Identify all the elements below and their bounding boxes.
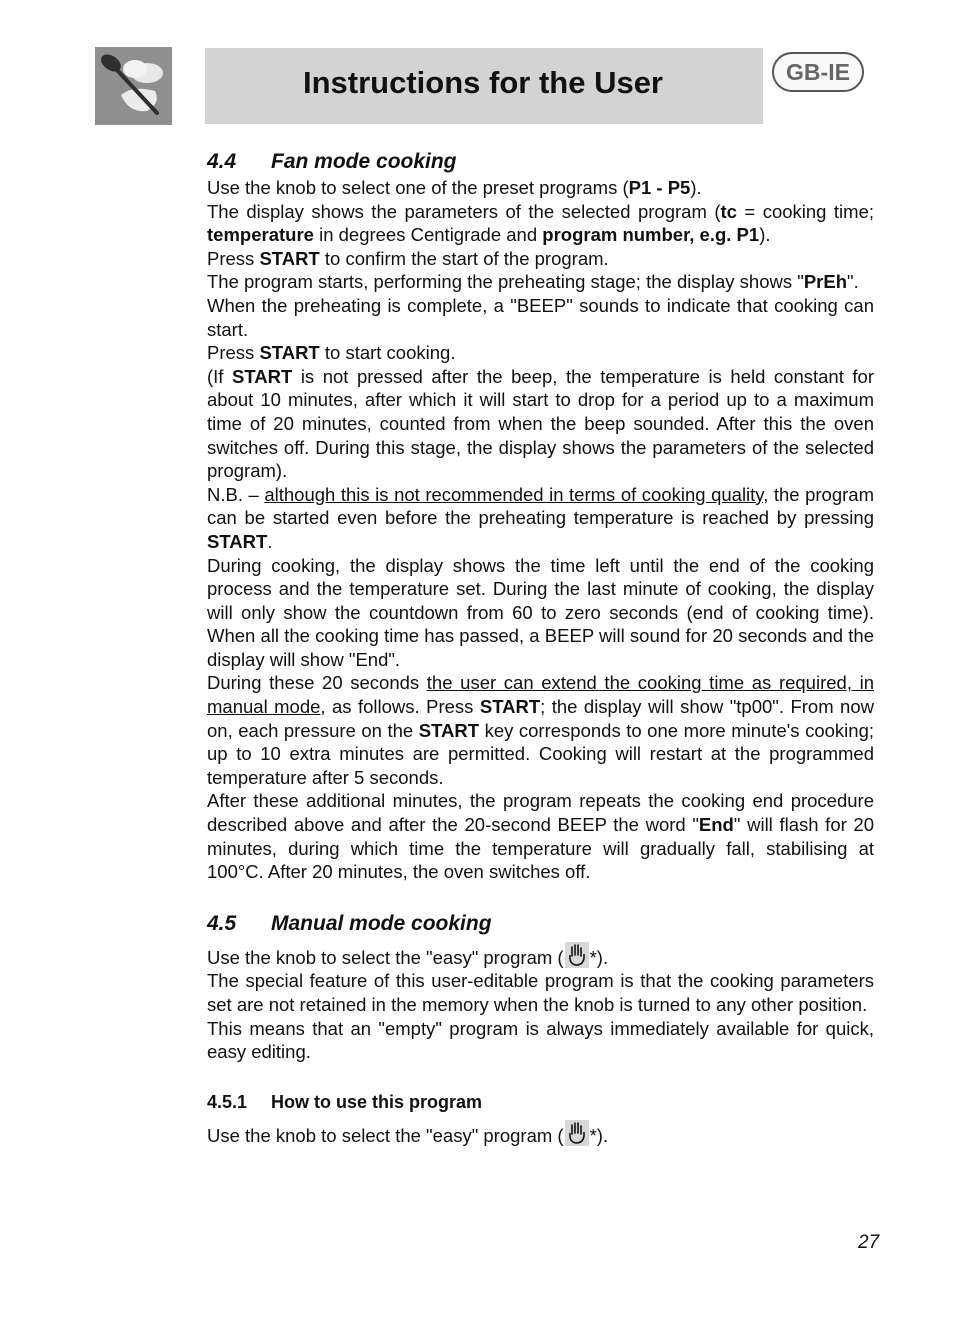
text-run: " will flash for 20 minutes, during which time the temperature will gradually fall, stabilising at 100°C. After 20 minutes, the oven switches off. <box>207 814 874 883</box>
bold-text: End <box>698 814 734 836</box>
text-run: to confirm the start of the program. <box>319 247 609 269</box>
text-run: to start cooking. <box>319 342 456 364</box>
text-run: The display shows the parameters of the selected program ( <box>207 200 721 222</box>
text-run: *). <box>589 1124 609 1146</box>
chef-spoon-logo-icon <box>95 47 172 125</box>
text-run: ". <box>847 271 859 293</box>
main-content <box>207 148 874 1147</box>
paragraph <box>207 200 874 247</box>
section-number: 4.4 <box>207 150 237 173</box>
bold-text: tc <box>720 200 737 222</box>
bold-text: START <box>231 365 293 387</box>
text-run: is not pressed after the beep, the temperature is held constant for about 10 minutes, after which it will start to drop for a period up to a maximum time of 20 minutes, counted from when the beep sounded. After this the oven switches off. During this stage, the display shows the parameters of the selected program). <box>207 365 874 482</box>
text-run: The program starts, performing the preheating stage; the display shows " <box>207 271 804 293</box>
bold-text: START <box>259 247 320 269</box>
text-run: ; the display will show "tp00". From now on, each pressure on the <box>207 696 874 741</box>
text-run: key corresponds to one more minute's cooking; up to 10 extra minutes are permitted. Cooking will restart at the programmed temperature after 5 seconds. <box>207 719 874 788</box>
bold-text: START <box>207 530 268 552</box>
text-run: ). <box>759 224 771 246</box>
paragraph <box>207 789 874 883</box>
section-title: Fan mode cooking <box>271 150 457 173</box>
text-run: During these 20 seconds <box>207 672 427 694</box>
section-heading-4-5 <box>207 910 874 938</box>
text-run: , the program can be started even before the preheating temperature is reached by pressing <box>207 483 874 529</box>
section-title: Manual mode cooking <box>271 911 492 935</box>
text-run: Use the knob to select the "easy" program ( <box>207 946 564 968</box>
underlined-text: although this is not recommended in terms of cooking quality <box>264 483 764 505</box>
header-title-bar <box>205 48 763 124</box>
paragraph: When the preheating is complete, a "BEEP" sounds to indicate that cooking can start. <box>207 294 874 340</box>
section-heading-4-5-1 <box>207 1090 874 1114</box>
paragraph <box>207 1120 874 1148</box>
paragraph: This means that an "empty" program is always immediately available for quick, easy editing. <box>207 1017 874 1063</box>
bold-text: START <box>479 696 541 718</box>
hand-icon <box>565 942 589 968</box>
page-number: 27 <box>858 1232 880 1253</box>
bold-text: temperature <box>207 224 314 246</box>
text-run: Press <box>207 247 260 269</box>
paragraph <box>207 247 874 271</box>
hand-icon <box>565 1120 589 1146</box>
bold-text: PrEh <box>803 271 848 293</box>
bold-text: program number, e.g. P1 <box>542 224 760 246</box>
text-run: . <box>267 530 273 552</box>
paragraph <box>207 365 874 483</box>
paragraph: During cooking, the display shows the time left until the end of the cooking process and the temperature set. During the last minute of cooking, the display will only show the countdown from 60 to zero seconds (end of cooking time). When all the cooking time has passed, a BEEP will sound for 20 seconds and the display will show "End". <box>207 554 874 670</box>
text-run: = cooking time; <box>736 200 875 222</box>
underlined-text: the user can extend the cooking time as required, in manual mode <box>207 672 874 718</box>
bold-text: START <box>418 719 480 741</box>
paragraph <box>207 341 874 365</box>
language-badge: GB-IE <box>772 52 864 92</box>
paragraph <box>207 483 874 554</box>
section-number: 4.5 <box>207 911 237 935</box>
text-run: Use the knob to select one of the preset programs ( <box>207 177 629 198</box>
paragraph <box>207 176 874 200</box>
text-run: After these additional minutes, the program repeats the cooking end procedure described above and after the 20-second BEEP the word " <box>207 790 874 836</box>
paragraph <box>207 942 874 970</box>
text-run: Use the knob to select the "easy" program ( <box>207 1124 564 1146</box>
text-run: *). <box>589 946 609 968</box>
text-run: (If <box>207 365 232 387</box>
section-heading-4-4 <box>207 148 874 176</box>
text-run: Press <box>207 342 260 364</box>
text-run: , as follows. Press <box>320 696 480 718</box>
page-title: Instructions for the User <box>303 65 663 100</box>
paragraph <box>207 671 874 789</box>
text-run: in degrees Centigrade and <box>313 224 543 246</box>
bold-text: P1 - P5 <box>628 177 691 198</box>
text-run: ). <box>690 177 702 198</box>
paragraph <box>207 270 874 294</box>
section-number: 4.5.1 <box>207 1091 248 1112</box>
paragraph: The special feature of this user-editable program is that the cooking parameters set are not retained in the memory when the knob is turned to any other position. <box>207 970 874 1015</box>
bold-text: START <box>259 342 320 364</box>
text-run: N.B. – <box>207 483 265 505</box>
section-title: How to use this program <box>271 1091 483 1112</box>
